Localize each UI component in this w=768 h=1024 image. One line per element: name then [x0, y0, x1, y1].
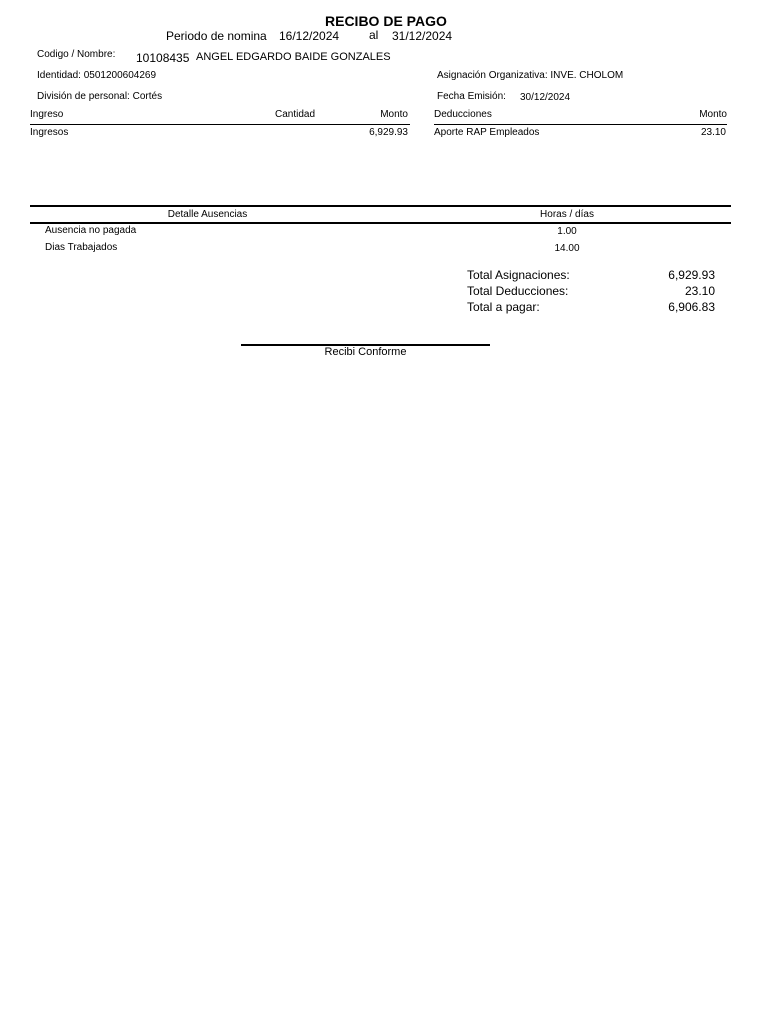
- total-pay-label: Total a pagar:: [467, 300, 540, 314]
- total-deductions-value: 23.10: [684, 284, 715, 298]
- deductions-header-item: Deducciones: [434, 109, 492, 120]
- issue-label: Fecha Emisión:: [437, 91, 506, 102]
- absences-header-rule: [30, 222, 731, 224]
- identity-value: 0501200604269: [83, 70, 157, 81]
- employee-name: ANGEL EDGARDO BAIDE GONZALES: [196, 51, 391, 63]
- issue-date: 30/12/2024: [520, 92, 571, 103]
- org-value: INVE. CHOLOM: [550, 70, 624, 81]
- income-header-rule: [30, 124, 410, 125]
- absences-top-rule: [30, 205, 731, 207]
- total-deductions-label: Total Deducciones:: [467, 284, 569, 298]
- absence-row-detail: Ausencia no pagada: [45, 225, 137, 236]
- identity-field: [37, 70, 156, 81]
- total-assignments-value: 6,929.93: [668, 268, 715, 282]
- income-header-item: Ingreso: [30, 109, 64, 120]
- absences-header-detail: Detalle Ausencias: [167, 209, 248, 220]
- division-label: División de personal:: [37, 91, 130, 102]
- total-pay-value: 6,906.83: [668, 300, 715, 314]
- income-header-amount: Monto: [380, 109, 408, 120]
- division-value: Cortés: [132, 91, 163, 102]
- org-field: [437, 70, 623, 81]
- absence-row-detail: Dias Trabajados: [45, 242, 118, 253]
- absence-row-hours: 14.00: [554, 243, 580, 254]
- total-assignments-label: Total Asignaciones:: [467, 268, 570, 282]
- period-to: al: [369, 28, 379, 42]
- absences-header-hours: Horas / días: [540, 209, 594, 220]
- period-label: Periodo de nomina: [166, 29, 267, 43]
- employee-code: 10108435: [136, 51, 190, 65]
- signature-label: Recibi Conforme: [324, 346, 407, 358]
- deductions-row-item: Aporte RAP Empleados: [434, 127, 540, 138]
- document-title: RECIBO DE PAGO: [325, 13, 447, 29]
- identity-label: Identidad:: [37, 70, 81, 81]
- period-start: 16/12/2024: [279, 29, 340, 43]
- code-name-label: Codigo / Nombre:: [37, 49, 116, 60]
- org-label: Asignación Organizativa:: [437, 70, 548, 81]
- deductions-header-amount: Monto: [699, 109, 727, 120]
- income-header-qty: Cantidad: [275, 109, 316, 120]
- period-end: 31/12/2024: [392, 29, 453, 43]
- absence-row-hours: 1.00: [557, 226, 577, 237]
- deductions-header-rule: [434, 124, 727, 125]
- deductions-row-amount: 23.10: [700, 127, 726, 138]
- income-row-amount: 6,929.93: [369, 127, 408, 138]
- income-row-item: Ingresos: [30, 127, 69, 138]
- division-field: [37, 91, 162, 102]
